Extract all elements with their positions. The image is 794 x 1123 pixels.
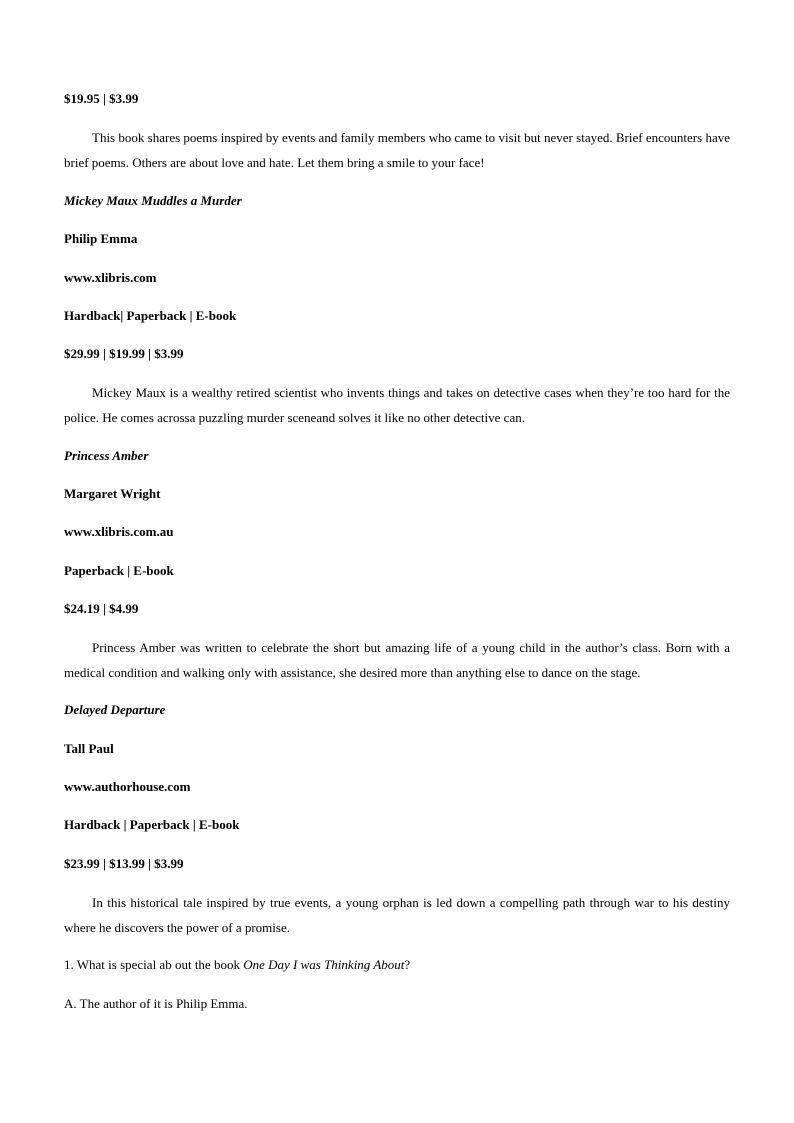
book-title: Princess Amber [64, 448, 149, 463]
book-author: Margaret Wright [64, 486, 161, 501]
question-prefix: 1. What is special ab out the book [64, 957, 244, 972]
book-prices: $24.19 | $4.99 [64, 601, 139, 616]
book-description: Princess Amber was written to celebrate the short but amazing life of a young child in the author’s class. Born with a medical condition and walking only with assistance, she desired more than anything else to dance on the stage. [64, 640, 730, 680]
book-title: Mickey Maux Muddles a Murder [64, 193, 242, 208]
book-formats: Paperback | E-book [64, 563, 174, 578]
book-website: www.xlibris.com.au [64, 524, 174, 539]
answer-option-a: A. The author of it is Philip Emma. [64, 996, 248, 1011]
book-prices: $19.95 | $3.99 [64, 91, 139, 106]
book-prices: $29.99 | $19.99 | $3.99 [64, 346, 184, 361]
book-description: This book shares poems inspired by events and family members who came to visit but never stayed. Brief encounters have brief poems. Others are about love and hate. Let them bring a smile to your face! [64, 130, 730, 170]
book-website: www.authorhouse.com [64, 779, 191, 794]
book-description: Mickey Maux is a wealthy retired scientist who invents things and takes on detective cases when they’re too hard for the police. He comes acrossa puzzling murder sceneand solves it like no other detective can. [64, 385, 730, 425]
book-website: www.xlibris.com [64, 270, 157, 285]
question-text [64, 957, 730, 973]
book-author: Philip Emma [64, 231, 138, 246]
question-suffix: ? [404, 957, 411, 972]
question-book-title: One Day I was Thinking About [243, 957, 405, 972]
document-page [64, 0, 730, 1123]
book-formats: Hardback| Paperback | E-book [64, 308, 237, 323]
book-description: In this historical tale inspired by true events, a young orphan is led down a compelling path through war to his destiny where he discovers the power of a promise. [64, 895, 730, 935]
book-author: Tall Paul [64, 741, 114, 756]
book-title: Delayed Departure [64, 702, 166, 717]
book-formats: Hardback | Paperback | E-book [64, 817, 240, 832]
book-prices: $23.99 | $13.99 | $3.99 [64, 856, 184, 871]
